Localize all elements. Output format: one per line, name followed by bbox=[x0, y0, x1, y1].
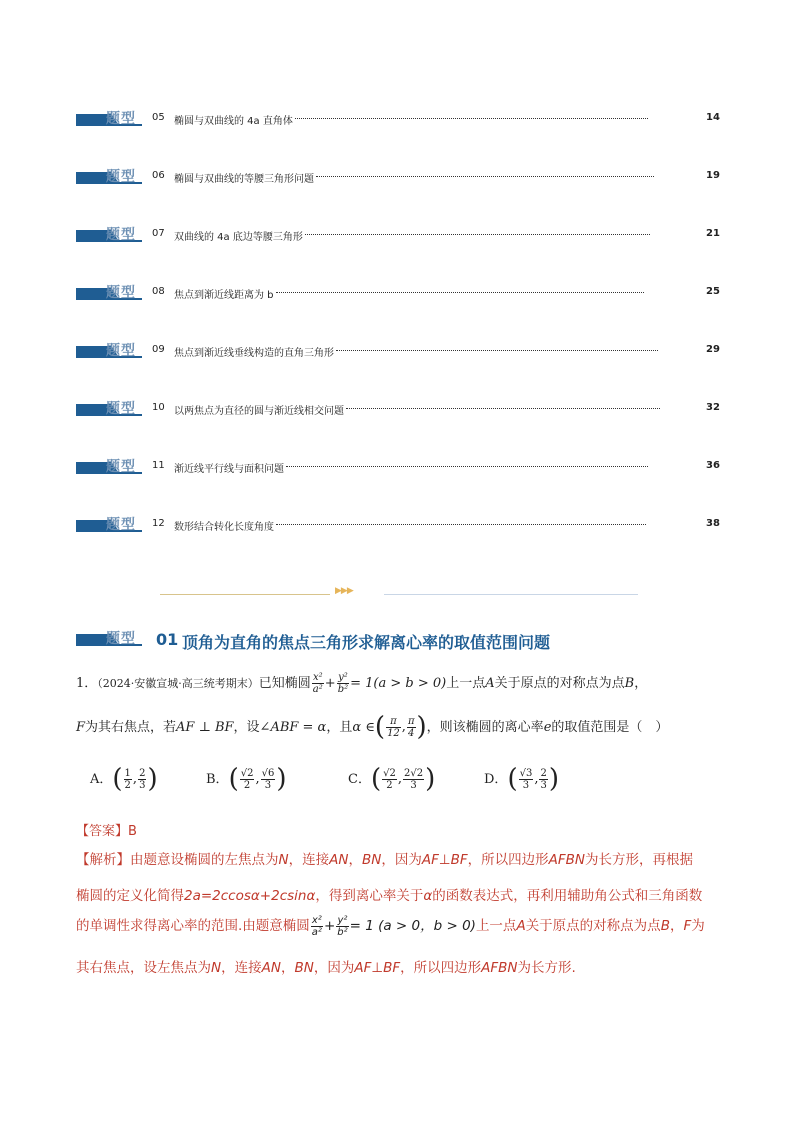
toc-title: 以两焦点为直径的圆与渐近线相交问题 bbox=[174, 406, 344, 417]
question-text: ，且 bbox=[326, 719, 353, 735]
toc-title: 焦点到渐近线距离为 b bbox=[174, 290, 274, 301]
toc-leader-dots bbox=[276, 524, 646, 525]
toc-page-number: 32 bbox=[706, 402, 720, 413]
question-source: （2024·安徽宣城·高三统考期末） bbox=[97, 677, 259, 690]
option-a[interactable]: A．( $\frac{1}{2}$ , $\frac{2}{3}$ ) bbox=[90, 764, 158, 794]
fraction: $\frac{\pi}{4}$ bbox=[407, 715, 415, 739]
toc-number: 05 bbox=[152, 112, 165, 123]
toc-title: 椭圆与双曲线的 4a 直角体 bbox=[174, 116, 293, 127]
section-heading bbox=[76, 628, 726, 654]
badge-label: 题型 bbox=[106, 169, 136, 185]
question-text: ，则该椭圆的离心率 bbox=[426, 719, 544, 735]
fraction: $\frac{\text{x²}}{\text{a²}}$ bbox=[312, 672, 323, 695]
toc-leader-dots bbox=[316, 176, 654, 177]
point-b: B bbox=[624, 676, 635, 691]
toc-badge bbox=[76, 284, 148, 304]
section-number: 01 bbox=[156, 630, 179, 649]
toc-leader-dots bbox=[286, 466, 648, 467]
table-of-contents bbox=[76, 108, 726, 572]
question-text: 的取值范围是（ ） bbox=[551, 719, 669, 735]
question-text: 为其右焦点，若 bbox=[85, 719, 177, 735]
toc-page-number: 19 bbox=[706, 170, 720, 181]
divider-arrows: ▶▶▶ bbox=[335, 586, 353, 596]
toc-badge bbox=[76, 342, 148, 362]
angle: ABF = α bbox=[270, 719, 327, 735]
toc-badge bbox=[76, 400, 148, 420]
question-text: 关于原点的对称点为点 bbox=[494, 676, 625, 691]
toc-badge bbox=[76, 110, 148, 130]
point-f: F bbox=[76, 719, 86, 735]
option-d[interactable]: D．( $\frac{√3}{3}$ , $\frac{2}{3}$ ) bbox=[484, 764, 559, 794]
toc-number: 07 bbox=[152, 228, 165, 239]
toc-page-number: 25 bbox=[706, 286, 720, 297]
toc-badge bbox=[76, 458, 148, 478]
badge-label: 题型 bbox=[106, 343, 136, 359]
badge-label: 题型 bbox=[106, 111, 136, 127]
divider-left bbox=[160, 594, 330, 595]
question-text: 上一点 bbox=[446, 676, 486, 691]
analysis-line-1: 【解析】由题意设椭圆的左焦点为N，连接AN，BN，因为AF⊥BF，所以四边形AFBN为长方形，再根据 bbox=[76, 852, 693, 868]
badge-label: 题型 bbox=[106, 285, 136, 301]
toc-title: 渐近线平行线与面积问题 bbox=[174, 464, 284, 475]
toc-leader-dots bbox=[295, 118, 648, 119]
toc-row[interactable] bbox=[76, 108, 726, 166]
toc-number: 11 bbox=[152, 460, 165, 471]
analysis-line-4: 其右焦点，设左焦点为N，连接AN，BN，因为AF⊥BF，所以四边形AFBN为长方形. bbox=[76, 960, 576, 976]
toc-number: 12 bbox=[152, 518, 165, 529]
question-line-1: 1．（2024·安徽宣城·高三统考期末）已知椭圆 $\frac{\text{x²}}{\text{a²}}$ + $\frac{\text{y²}}{\text{b²}}$ = 1(a > b > 0)上一点A关于原点的对称点为点B， bbox=[76, 672, 648, 695]
toc-page-number: 38 bbox=[706, 518, 720, 529]
toc-page-number: 29 bbox=[706, 344, 720, 355]
eccentricity: e bbox=[543, 719, 552, 735]
toc-badge bbox=[76, 516, 148, 536]
analysis-line-2: 椭圆的定义化简得2a=2ccosα+2csinα，得到离心率关于α的函数表达式，再利用辅助角公式和三角函数 bbox=[76, 888, 703, 904]
answer-value: B bbox=[128, 824, 137, 839]
divider-right bbox=[384, 594, 638, 595]
toc-title: 双曲线的 4a 底边等腰三角形 bbox=[174, 232, 303, 243]
toc-row[interactable] bbox=[76, 224, 726, 282]
badge-label: 题型 bbox=[106, 517, 136, 533]
badge-label: 题型 bbox=[106, 227, 136, 243]
question-text: 已知椭圆 bbox=[258, 676, 311, 691]
fraction: $\frac{\pi}{12}$ bbox=[387, 715, 400, 739]
toc-number: 08 bbox=[152, 286, 165, 297]
analysis-line-3: 的单调性求得离心率的范围.由题意椭圆 $\frac{\text{x²}}{\text{a²}}$ + $\frac{\text{y²}}{\text{b²}}$ = 1 (a > 0，b > 0)上一点A关于原点的对称点为点B，F为 bbox=[76, 914, 705, 938]
toc-number: 10 bbox=[152, 402, 165, 413]
toc-leader-dots bbox=[276, 292, 644, 293]
toc-row[interactable] bbox=[76, 456, 726, 514]
toc-row[interactable] bbox=[76, 282, 726, 340]
toc-badge bbox=[76, 226, 148, 246]
option-c[interactable]: C．( $\frac{√2}{2}$ , $\frac{2√2}{3}$ ) bbox=[348, 764, 436, 794]
condition: AF ⊥ BF bbox=[176, 719, 234, 735]
toc-title: 数形结合转化长度角度 bbox=[174, 522, 274, 533]
toc-number: 09 bbox=[152, 344, 165, 355]
toc-number: 06 bbox=[152, 170, 165, 181]
question-number: 1． bbox=[76, 676, 98, 691]
option-b[interactable]: B．( $\frac{√2}{2}$ , $\frac{√6}{3}$ ) bbox=[206, 764, 287, 794]
toc-title: 焦点到渐近线垂线构造的直角三角形 bbox=[174, 348, 334, 359]
badge-label: 题型 bbox=[106, 631, 136, 647]
alpha-in: α ∈ bbox=[352, 719, 375, 735]
toc-leader-dots bbox=[346, 408, 660, 409]
badge-label: 题型 bbox=[106, 459, 136, 475]
answer-label: 【答案】 bbox=[76, 824, 129, 839]
toc-row[interactable] bbox=[76, 166, 726, 224]
toc-page-number: 14 bbox=[706, 112, 720, 123]
section-badge bbox=[76, 630, 148, 650]
toc-leader-dots bbox=[336, 350, 658, 351]
toc-leader-dots bbox=[305, 234, 650, 235]
section-title: 顶角为直角的焦点三角形求解离心率的取值范围问题 bbox=[182, 633, 551, 652]
toc-page-number: 36 bbox=[706, 460, 720, 471]
fraction: $\frac{\text{y²}}{\text{b²}}$ bbox=[337, 672, 349, 695]
point-a: A bbox=[485, 676, 495, 691]
toc-badge bbox=[76, 168, 148, 188]
toc-row[interactable] bbox=[76, 340, 726, 398]
question-text: ，设∠ bbox=[233, 719, 271, 735]
toc-row[interactable] bbox=[76, 514, 726, 572]
answer bbox=[76, 820, 137, 839]
question-line-2: F为其右焦点，若AF ⊥ BF，设∠ABF = α，且α ∈( $\frac{\pi}{12}$ , $\frac{\pi}{4}$ )，则该椭圆的离心率e的取值范围是（ ） bbox=[76, 712, 669, 742]
badge-label: 题型 bbox=[106, 401, 136, 417]
toc-row[interactable] bbox=[76, 398, 726, 456]
toc-title: 椭圆与双曲线的等腰三角形问题 bbox=[174, 174, 314, 185]
equation-rhs: = 1(a > b > 0) bbox=[350, 676, 447, 691]
toc-page-number: 21 bbox=[706, 228, 720, 239]
